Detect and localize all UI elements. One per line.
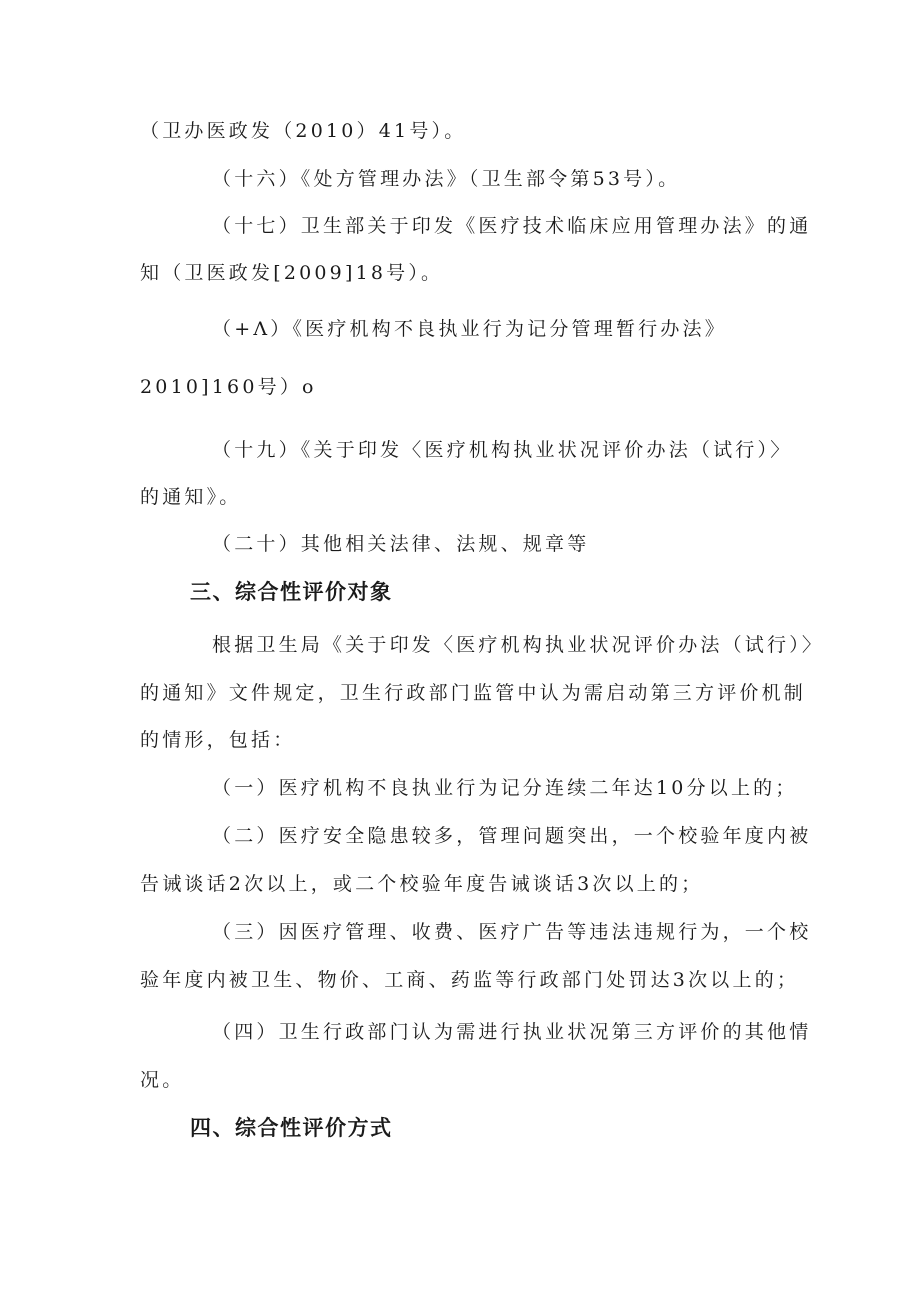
text-line: （二）医疗安全隐患较多，管理问题突出，一个校验年度内被 [212,825,812,847]
text-line: （三）因医疗管理、收费、医疗广告等违法违规行为，一个校 [212,921,812,943]
text-line: 2010]160号）o [140,376,317,398]
text-line: （十七）卫生部关于印发《医疗技术临床应用管理办法》的通 [212,215,812,237]
section-heading: 四、综合性评价方式 [190,1116,393,1140]
text-line: 根据卫生局《关于印发〈医疗机构执业状况评价办法（试行）〉 [212,634,825,656]
text-line: （二十）其他相关法律、法规、规章等 [212,533,590,555]
text-line: 况。 [140,1069,185,1091]
text-line: （+Λ）《医疗机构不良执业行为记分管理暂行办法》 [212,318,727,340]
text-line: （四）卫生行政部门认为需进行执业状况第三方评价的其他情 [212,1021,812,1043]
text-line: （十九）《关于印发〈医疗机构执业状况评价办法（试行）〉 [212,439,793,461]
text-line: 的通知》文件规定，卫生行政部门监管中认为需启动第三方评价机制 [140,682,807,704]
text-line: 的通知》。 [140,486,242,508]
text-line: 的情形，包括： [140,729,296,751]
section-heading: 三、综合性评价对象 [190,580,393,604]
text-line: （一）医疗机构不良执业行为记分连续二年达10分以上的； [212,777,798,799]
text-line: 告诫谈话2次以上，或二个校验年度告诫谈话3次以上的； [140,873,704,895]
text-line: （卫办医政发（2010）41号）。 [140,120,467,142]
text-line: 验年度内被卫生、物价、工商、药监等行政部门处罚达3次以上的； [140,969,800,991]
text-line: （十六）《处方管理办法》（卫生部令第53号）。 [212,168,681,190]
text-line: 知（卫医政发[2009]18号）。 [140,262,444,284]
